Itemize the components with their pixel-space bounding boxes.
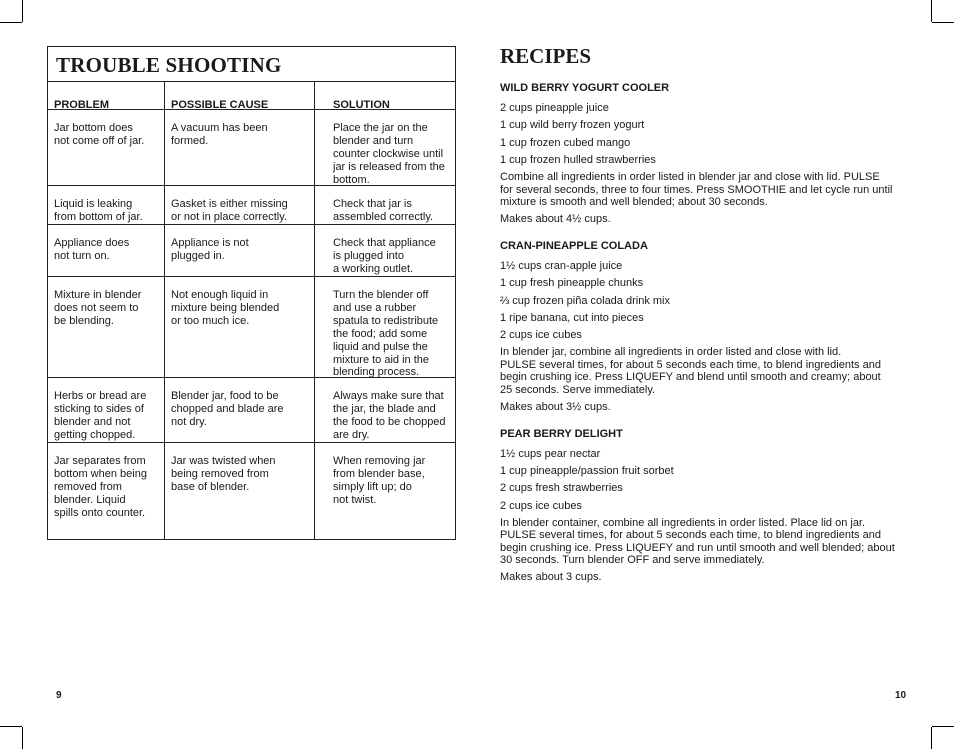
problem-cell: Appliance does not turn on. [48,225,165,276]
recipe-directions: Combine all ingredients in order listed in blender jar and close with lid. PULSE for several seconds, three to four times. Press SMOOTHIE and let cycle run until mixture is smooth and well blended; about 30 seconds. [500,171,893,209]
ingredient-line: 1 cup pineapple/passion fruit sorbet [500,465,674,478]
crop-mark [22,0,23,22]
header-cause: POSSIBLE CAUSE [165,82,315,109]
header-problem: PROBLEM [48,82,165,109]
table-row [48,443,455,539]
solution-cell: Always make sure that the jar, the blade and the food to be chopped are dry. [333,390,446,441]
recipe [500,428,910,584]
crop-mark [932,726,954,727]
cause-cell: Appliance is not plugged in. [165,225,315,276]
recipe-name: CRAN-PINEAPPLE COLADA [500,239,648,252]
page-number-left: 9 [56,690,62,701]
ingredient-line: 1 cup wild berry frozen yogurt [500,119,645,132]
problem-cell: Herbs or bread are sticking to sides of blender and not getting chopped. [48,378,165,442]
solution-cell: Check that appliance is plugged into a working outlet. [333,237,436,275]
ingredient-line: 2 cups fresh strawberries [500,482,623,495]
crop-mark [0,22,22,23]
header-solution: SOLUTION [333,99,390,111]
crop-mark [931,727,932,749]
troubleshooting-table [47,46,456,540]
ingredient-line: 1 cup frozen hulled strawberries [500,153,656,166]
problem-cell: Jar separates from bottom when being removed from blender. Liquid spills onto counter. [48,443,165,539]
recipe-yield: Makes about 4½ cups. [500,212,611,225]
recipe-directions: In blender container, combine all ingredients in order listed. Place lid on jar. PULSE several times, for about 5 seconds each time, to blend ingredients and begin crushing ice. Press LIQUEFY and run until smooth and well blended; about 30 seconds. Turn blender OFF and serve immediately. [500,516,895,567]
crop-mark [0,726,22,727]
table-row [48,186,455,225]
ingredient-line: 2 cups pineapple juice [500,102,609,114]
solution-cell: Check that jar is assembled correctly. [333,198,434,223]
solution-cell: Turn the blender off and use a rubber spatula to redistribute the food; add some liquid and pulse the mixture to aid in the blending process. [333,289,439,379]
table-row [48,277,455,378]
crop-mark [932,22,954,23]
ingredient-line: 1 cup frozen cubed mango [500,136,631,149]
recipe-name: PEAR BERRY DELIGHT [500,427,623,440]
solution-cell: Place the jar on the blender and turn counter clockwise until jar is released from the bottom. [333,122,445,186]
recipe-name: WILD BERRY YOGURT COOLER [500,82,670,94]
ingredient-line: 2 cups ice cubes [500,499,582,512]
troubleshooting-title: TROUBLE SHOOTING [48,47,455,82]
cause-cell: A vacuum has been formed. [165,110,315,185]
table-row [48,110,455,186]
page-number-right: 10 [895,690,907,701]
cause-cell: Blender jar, food to be chopped and blade are not dry. [165,378,315,442]
solution-cell: When removing jar from blender base, simply lift up; do not twist. [333,455,426,506]
cause-cell: Jar was twisted when being removed from base of blender. [165,443,315,539]
problem-cell: Liquid is leaking from bottom of jar. [48,186,165,224]
recipe-yield: Makes about 3½ cups. [500,400,611,413]
ingredient-line: 2 cups ice cubes [500,329,582,342]
recipe-yield: Makes about 3 cups. [500,571,602,584]
recipe [500,82,910,226]
table-row [48,225,455,277]
recipe [500,240,910,414]
ingredient-line: 1 ripe banana, cut into pieces [500,311,644,324]
cause-cell: Gasket is either missing or not in place correctly. [165,186,315,224]
ingredient-line: 1 cup fresh pineapple chunks [500,277,644,290]
ingredient-line: 1½ cups pear nectar [500,447,601,460]
ingredient-line: ⅔ cup frozen piña colada drink mix [500,294,670,307]
crop-mark [931,0,932,22]
recipe-directions: In blender jar, combine all ingredients in order listed and close with lid. PULSE several times, for about 5 seconds each time, to blend ingredients and begin crushing ice. Press LIQUEFY and blend until smooth and creamy; about 25 seconds. Serve immediately. [500,346,881,396]
recipes-section [500,40,910,598]
recipes-title: RECIPES [500,44,592,68]
problem-cell: Jar bottom does not come off of jar. [48,110,165,185]
table-row [48,378,455,443]
problem-cell: Mixture in blender does not seem to be blending. [48,277,165,377]
crop-mark [22,727,23,749]
ingredient-line: 1½ cups cran-apple juice [500,259,623,272]
cause-cell: Not enough liquid in mixture being blended or too much ice. [165,277,315,377]
table-header [48,82,455,110]
